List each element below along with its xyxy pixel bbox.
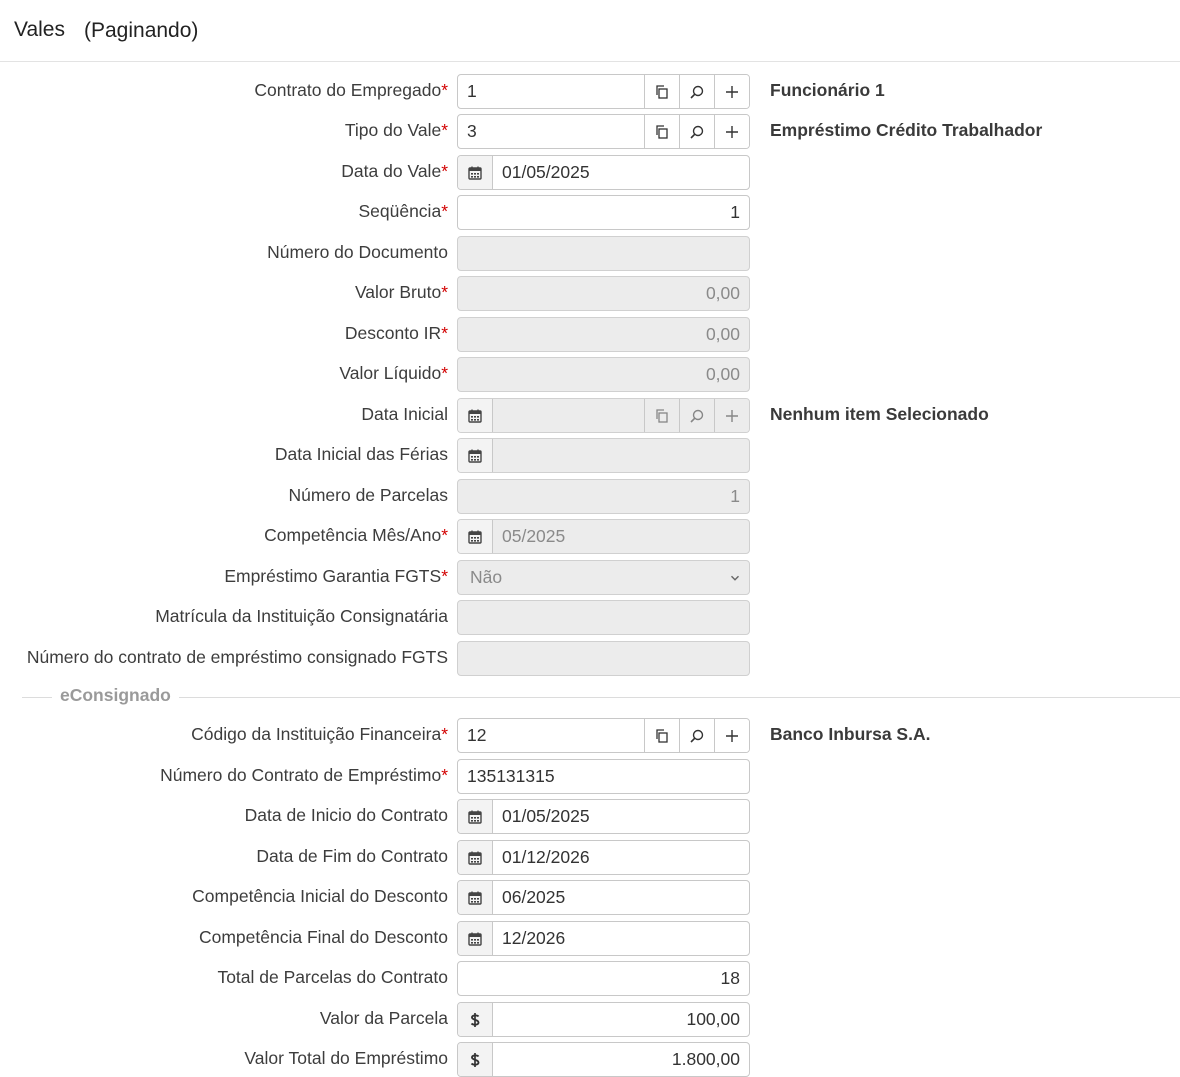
valor-bruto-label: Valor Bruto*	[354, 282, 448, 302]
contrato-search-button[interactable]	[679, 75, 714, 108]
page-subtitle: (Paginando)	[84, 19, 199, 42]
row-numero-documento	[0, 236, 1180, 271]
competencia-inicial-label: Competência Inicial do Desconto	[192, 886, 448, 906]
plus-icon	[724, 408, 740, 424]
codigo-instituicao-search-button[interactable]	[679, 719, 714, 752]
data-inicial-ferias-input	[493, 439, 749, 472]
row-total-parcelas	[0, 961, 1180, 996]
matricula-instituicao-input	[458, 601, 749, 634]
calendar-icon	[467, 931, 483, 947]
page-title: Vales	[14, 18, 65, 41]
data-inicio-datepicker	[457, 799, 750, 834]
competencia-final-input[interactable]: 12/2026	[502, 928, 566, 948]
data-inicial-add-button	[714, 399, 749, 432]
contrato-copy-button[interactable]	[644, 75, 679, 108]
competencia-inicial-datepicker	[457, 880, 750, 915]
copy-icon	[654, 408, 670, 424]
data-inicial-ferias-datepicker	[457, 438, 750, 473]
sequencia-control	[457, 195, 750, 230]
numero-parcelas-label: Número de Parcelas	[288, 485, 448, 505]
page-header	[0, 0, 1180, 62]
valor-liquido-control	[457, 357, 750, 392]
tipo-vale-input[interactable]: 3	[467, 121, 477, 141]
currency-icon	[467, 1052, 483, 1068]
search-icon	[689, 124, 705, 140]
calendar-icon	[467, 809, 483, 825]
calendar-icon	[467, 890, 483, 906]
codigo-instituicao-input[interactable]: 12	[467, 725, 487, 745]
competencia-final-calendar-button[interactable]	[458, 922, 493, 955]
data-inicial-calendar-button[interactable]	[458, 399, 493, 432]
emprestimo-fgts-selected-value: Não	[470, 567, 503, 587]
competencia-inicial-calendar-button[interactable]	[458, 881, 493, 914]
econsignado-section	[0, 682, 1180, 712]
numero-parcelas-control	[457, 479, 750, 514]
tipo-vale-description: Empréstimo Crédito Trabalhador	[770, 120, 1043, 140]
row-desconto-ir	[0, 317, 1180, 352]
copy-icon	[654, 728, 670, 744]
competencia-final-datepicker	[457, 921, 750, 956]
codigo-instituicao-copy-button[interactable]	[644, 719, 679, 752]
desconto-ir-label: Desconto IR*	[344, 323, 448, 343]
calendar-icon	[467, 408, 483, 424]
data-inicial-ferias-label: Data Inicial das Férias	[274, 444, 448, 464]
data-inicial-input	[493, 399, 644, 432]
numero-documento-control	[457, 236, 750, 271]
row-valor-bruto	[0, 276, 1180, 311]
data-vale-label: Data do Vale*	[341, 161, 448, 181]
data-inicio-label: Data de Inicio do Contrato	[244, 805, 448, 825]
numero-documento-input	[458, 237, 749, 270]
codigo-instituicao-add-button[interactable]	[714, 719, 749, 752]
row-tipo-vale	[0, 114, 1180, 149]
valor-liquido-label: Valor Líquido*	[339, 363, 448, 383]
emprestimo-fgts-label: Empréstimo Garantia FGTS*	[224, 566, 448, 586]
row-data-vale	[0, 155, 1180, 190]
plus-icon	[724, 84, 740, 100]
tipo-vale-copy-button[interactable]	[644, 115, 679, 148]
tipo-vale-lookup	[457, 114, 750, 149]
calendar-icon	[467, 850, 483, 866]
desconto-ir-control	[457, 317, 750, 352]
row-numero-contrato-fgts	[0, 641, 1180, 676]
search-icon	[689, 408, 705, 424]
econsignado-legend: eConsignado	[52, 685, 179, 706]
contrato-label: Contrato do Empregado*	[254, 80, 448, 100]
row-sequencia	[0, 195, 1180, 230]
data-inicial-copy-button	[644, 399, 679, 432]
data-vale-datepicker	[457, 155, 750, 190]
codigo-instituicao-lookup	[457, 718, 750, 753]
valor-parcela-label: Valor da Parcela	[319, 1008, 448, 1028]
numero-documento-label: Número do Documento	[267, 242, 448, 262]
competencia-label: Competência Mês/Ano*	[264, 525, 448, 545]
data-inicial-ferias-calendar-button[interactable]	[458, 439, 493, 472]
total-parcelas-control	[457, 961, 750, 996]
calendar-icon	[467, 529, 483, 545]
codigo-instituicao-label: Código da Instituição Financeira*	[191, 724, 448, 744]
copy-icon	[654, 124, 670, 140]
data-inicial-lookup	[457, 398, 750, 433]
row-data-inicial	[0, 398, 1180, 433]
competencia-final-label: Competência Final do Desconto	[198, 927, 448, 947]
row-matricula-instituicao	[0, 600, 1180, 635]
data-fim-input[interactable]: 01/12/2026	[502, 847, 590, 867]
search-icon	[689, 84, 705, 100]
competencia-input: 05/2025	[502, 526, 566, 546]
row-emprestimo-fgts	[0, 560, 1180, 595]
total-parcelas-label: Total de Parcelas do Contrato	[217, 967, 448, 987]
total-parcelas-input[interactable]: 18	[720, 968, 740, 988]
row-competencia-final	[0, 921, 1180, 956]
row-contrato	[0, 74, 1180, 109]
row-valor-liquido	[0, 357, 1180, 392]
numero-contrato-input[interactable]: 135131315	[467, 766, 555, 786]
contrato-input[interactable]: 1	[467, 81, 477, 101]
row-valor-total	[0, 1042, 1180, 1077]
numero-contrato-fgts-control	[457, 641, 750, 676]
currency-icon	[467, 1012, 483, 1028]
valor-total-currency-addon	[458, 1043, 493, 1076]
contrato-lookup	[457, 74, 750, 109]
row-numero-contrato	[0, 759, 1180, 794]
plus-icon	[724, 124, 740, 140]
row-data-fim	[0, 840, 1180, 875]
data-inicio-input[interactable]: 01/05/2025	[502, 806, 590, 826]
section-divider	[22, 697, 1180, 698]
row-competencia-inicial	[0, 880, 1180, 915]
row-codigo-instituicao	[0, 718, 1180, 753]
valor-total-label: Valor Total do Empréstimo	[244, 1048, 448, 1068]
search-icon	[689, 728, 705, 744]
row-data-inicial-ferias	[0, 438, 1180, 473]
row-numero-parcelas	[0, 479, 1180, 514]
data-vale-input[interactable]: 01/05/2025	[502, 162, 590, 182]
valor-bruto-control	[457, 276, 750, 311]
contrato-description: Funcionário 1	[770, 80, 885, 100]
calendar-icon	[467, 165, 483, 181]
valor-parcela-currency-addon	[458, 1003, 493, 1036]
codigo-instituicao-description: Banco Inbursa S.A.	[770, 724, 931, 744]
data-inicial-search-button	[679, 399, 714, 432]
numero-contrato-label: Número do Contrato de Empréstimo*	[160, 765, 448, 785]
numero-contrato-fgts-input	[458, 642, 749, 675]
emprestimo-fgts-select[interactable]	[457, 560, 750, 595]
competencia-datepicker	[457, 519, 750, 554]
data-inicio-calendar-button[interactable]	[458, 800, 493, 833]
numero-parcelas-input: 1	[730, 486, 740, 506]
competencia-calendar-button[interactable]	[458, 520, 493, 553]
data-inicial-label: Data Inicial	[361, 404, 448, 424]
tipo-vale-label: Tipo do Vale*	[344, 120, 448, 140]
calendar-icon	[467, 448, 483, 464]
valor-parcela-control	[457, 1002, 750, 1037]
desconto-ir-input: 0,00	[705, 324, 740, 344]
row-valor-parcela	[0, 1002, 1180, 1037]
data-fim-datepicker	[457, 840, 750, 875]
data-vale-calendar-button[interactable]	[458, 156, 493, 189]
valor-total-input[interactable]: 1.800,00	[671, 1049, 740, 1069]
competencia-inicial-input[interactable]: 06/2025	[502, 887, 566, 907]
data-inicial-description: Nenhum item Selecionado	[770, 404, 989, 424]
matricula-instituicao-label: Matrícula da Instituição Consignatária	[155, 606, 448, 626]
chevron-down-icon	[721, 561, 749, 594]
row-data-inicio	[0, 799, 1180, 834]
valor-total-control	[457, 1042, 750, 1077]
valor-bruto-input: 0,00	[705, 283, 740, 303]
contrato-add-button[interactable]	[714, 75, 749, 108]
numero-contrato-control	[457, 759, 750, 794]
row-competencia	[0, 519, 1180, 554]
valor-liquido-input: 0,00	[705, 364, 740, 384]
data-fim-calendar-button[interactable]	[458, 841, 493, 874]
valor-parcela-input[interactable]: 100,00	[686, 1009, 740, 1029]
copy-icon	[654, 84, 670, 100]
tipo-vale-add-button[interactable]	[714, 115, 749, 148]
numero-contrato-fgts-label: Número do contrato de empréstimo consignado FGTS	[26, 647, 448, 667]
data-fim-label: Data de Fim do Contrato	[256, 846, 448, 866]
matricula-instituicao-control	[457, 600, 750, 635]
plus-icon	[724, 728, 740, 744]
sequencia-label: Seqüência*	[358, 201, 448, 221]
sequencia-input[interactable]: 1	[730, 202, 740, 222]
tipo-vale-search-button[interactable]	[679, 115, 714, 148]
